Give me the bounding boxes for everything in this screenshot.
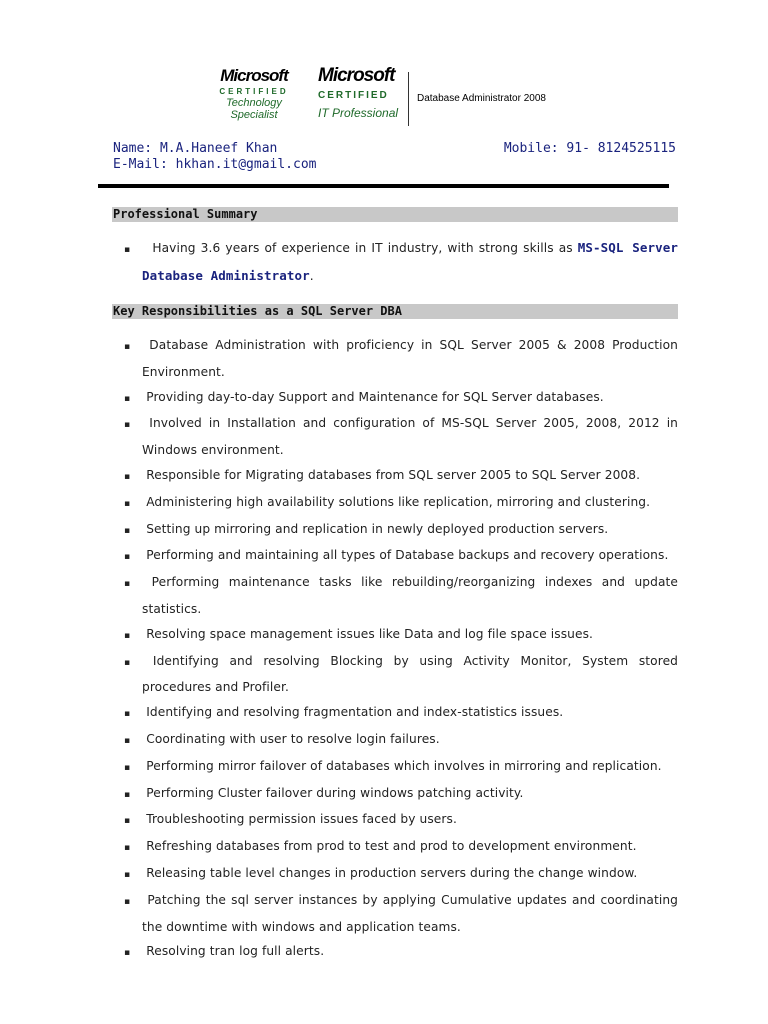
responsibilities-list [124, 333, 678, 966]
responsibility-text: Coordinating with user to resolve login failures. [146, 731, 440, 746]
responsibility-text: Responsible for Migrating databases from SQL server 2005 to SQL Server 2008. [146, 467, 641, 482]
header-divider [98, 184, 669, 188]
certification-title: Database Administrator 2008 [417, 93, 546, 104]
responsibility-item [124, 834, 678, 861]
responsibility-text: Setting up mirroring and replication in newly deployed production servers. [146, 521, 609, 536]
summary-highlight: MS-SQL Server Database Administrator [142, 240, 678, 283]
bullet-icon: ▪ [124, 735, 131, 746]
responsibility-text: Resolving space management issues like Data and log file space issues. [146, 626, 594, 641]
bullet-icon: ▪ [124, 420, 134, 431]
logo-divider [408, 72, 409, 126]
responsibility-text: Releasing table level changes in production servers during the change window. [146, 865, 638, 880]
responsibility-item [124, 939, 678, 966]
mcts-line1: Technology [226, 97, 282, 109]
responsibility-text: Patching the sql server instances by applying Cumulative updates and coordinating the downtime with windows and application teams. [142, 892, 678, 934]
responsibility-text: Performing and maintaining all types of Database backups and recovery operations. [146, 548, 669, 563]
responsibility-item [124, 649, 678, 701]
responsibility-text: Database Administration with proficiency in SQL Server 2005 & 2008 Production Environment. [142, 338, 678, 379]
responsibility-item [124, 543, 678, 570]
bullet-icon: ▪ [124, 789, 131, 800]
responsibility-text: Refreshing databases from prod to test and prod to development environment. [146, 839, 637, 854]
candidate-email: E-Mail: hkhan.it@gmail.com [113, 157, 317, 172]
bullet-icon: ▪ [124, 657, 137, 668]
bullet-icon: ▪ [124, 896, 132, 907]
responsibility-item [124, 700, 678, 727]
bullet-icon: ▪ [124, 869, 131, 880]
responsibility-text: Performing Cluster failover during windows patching activity. [146, 785, 524, 800]
mcts-line2: Specialist [230, 109, 278, 121]
responsibility-item [124, 754, 678, 781]
mcitp-logo [318, 66, 404, 121]
responsibility-item [124, 807, 678, 834]
responsibility-text: Performing maintenance tasks like rebuilding/reorganizing indexes and update statistics. [142, 575, 678, 616]
responsibility-item [124, 861, 678, 888]
responsibility-item [124, 411, 678, 463]
mcitp-brand: Microsoft [318, 65, 395, 86]
responsibility-item [124, 463, 678, 490]
mcitp-line1: IT Professional [318, 106, 399, 120]
mcts-certified: CERTIFIED [219, 87, 289, 96]
responsibility-text: Identifying and resolving Blocking by using Activity Monitor, System stored procedures and Profiler. [142, 653, 679, 695]
responsibility-item [124, 888, 678, 940]
responsibility-item [124, 727, 678, 754]
responsibility-text: Resolving tran log full alerts. [146, 944, 325, 959]
responsibility-text: Involved in Installation and configuration of MS-SQL Server 2005, 2008, 2012 in Windows environment. [142, 416, 679, 458]
bullet-icon: ▪ [124, 471, 131, 482]
mcitp-certified: CERTIFIED [318, 90, 389, 101]
bullet-icon: ▪ [124, 948, 131, 959]
bullet-icon: ▪ [124, 245, 132, 255]
responsibility-item [124, 333, 678, 385]
responsibility-item [124, 385, 678, 412]
responsibility-item [124, 781, 678, 808]
bullet-icon: ▪ [124, 525, 131, 536]
responsibility-text: Administering high availability solutions like replication, mirroring and clustering. [146, 494, 651, 509]
mcts-brand: Microsoft [220, 66, 288, 85]
bullet-icon: ▪ [124, 393, 131, 404]
contact-block [113, 141, 676, 173]
bullet-icon: ▪ [124, 843, 131, 854]
bullet-icon: ▪ [124, 630, 131, 641]
responsibility-item [124, 622, 678, 649]
bullet-icon: ▪ [124, 498, 131, 509]
summary-list [124, 235, 678, 289]
responsibility-item [124, 570, 678, 622]
summary-item [124, 235, 678, 289]
summary-text-pre: Having 3.6 years of experience in IT industry, with strong skills as [152, 241, 578, 255]
summary-text [136, 241, 678, 283]
bullet-icon: ▪ [124, 816, 131, 827]
responsibility-text: Performing mirror failover of databases which involves in mirroring and replication. [146, 758, 662, 773]
bullet-icon: ▪ [124, 762, 131, 773]
bullet-icon: ▪ [124, 709, 131, 720]
summary-heading: Professional Summary [112, 207, 678, 222]
responsibilities-heading: Key Responsibilities as a SQL Server DBA [112, 304, 678, 319]
bullet-icon: ▪ [124, 552, 131, 563]
responsibility-text: Providing day-to-day Support and Maintenance for SQL Server databases. [146, 389, 604, 404]
bullet-icon: ▪ [124, 579, 136, 590]
summary-text-post: . [309, 269, 314, 283]
bullet-icon: ▪ [124, 342, 134, 352]
responsibility-text: Identifying and resolving fragmentation and index-statistics issues. [146, 705, 564, 720]
responsibility-text: Troubleshooting permission issues faced by users. [146, 812, 457, 827]
candidate-mobile: Mobile: 91- 8124525115 [503, 141, 676, 156]
responsibility-item [124, 490, 678, 517]
candidate-name: Name: M.A.Haneef Khan [113, 141, 278, 156]
mcts-logo [204, 66, 304, 121]
responsibility-item [124, 517, 678, 544]
